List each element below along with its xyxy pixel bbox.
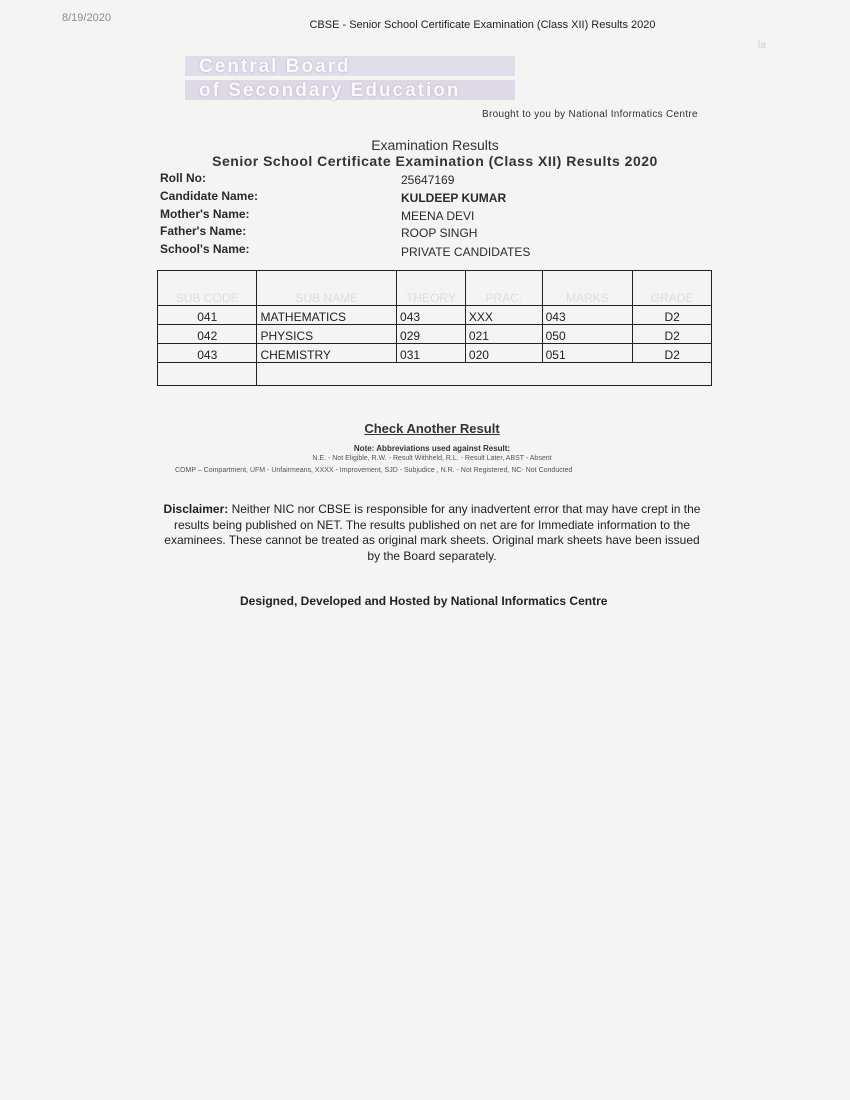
grade-cell: D2 — [633, 325, 712, 344]
father-name-label: Father's Name: — [160, 224, 247, 238]
cbse-banner-logo — [185, 56, 515, 102]
disclaimer-body: Neither NIC nor CBSE is responsible for any inadvertent error that may have crept in the results being published on NET. The results published on net are for Immediate information to the examinees. These cannot be treated as original mark sheets. Original mark sheets have been issued by the Board separately. — [164, 502, 701, 563]
sub-code-cell: 043 — [158, 344, 257, 363]
theory-cell: 029 — [397, 325, 466, 344]
banner-line-1: Central Board — [199, 56, 351, 77]
header-sub-name: SUB NAME — [257, 271, 397, 306]
total-cell: 051 — [542, 344, 633, 363]
sub-name-cell: MATHEMATICS — [257, 306, 397, 325]
exam-title: Senior School Certificate Examination (Class XII) Results 2020 — [212, 153, 658, 169]
roll-no-label: Roll No: — [160, 171, 206, 185]
header-practical: PRAC. — [465, 271, 542, 306]
sub-code-cell: 042 — [158, 325, 257, 344]
blank-cell — [158, 363, 257, 386]
table-row — [158, 306, 712, 325]
print-page-title: CBSE - Senior School Certificate Examination (Class XII) Results 2020 — [309, 19, 656, 31]
header-sub-code: SUB CODE — [158, 271, 257, 306]
results-heading: Examination Results — [371, 137, 499, 153]
abbreviations-note-title: Note: Abbreviations used against Result: — [353, 444, 511, 453]
total-cell: 050 — [542, 325, 633, 344]
marks-table — [157, 270, 712, 386]
header-theory: THEORY — [397, 271, 466, 306]
candidate-name-label: Candidate Name: — [160, 189, 259, 203]
theory-cell: 043 — [397, 306, 466, 325]
practical-cell: 020 — [465, 344, 542, 363]
sub-code-cell: 041 — [158, 306, 257, 325]
banner-line-2: of Secondary Education — [199, 80, 461, 101]
practical-cell: XXX — [465, 306, 542, 325]
abbreviations-line-2: COMP – Compartment, UFM - Unfairmeans, XXXX - Improvement, SJD - Subjudice , N.R. - Not Registered, NC- Not Conducted — [175, 467, 573, 474]
disclaimer-text — [157, 502, 707, 564]
brought-by-text: Brought to you by National Informatics Centre — [482, 109, 698, 120]
table-row — [158, 344, 712, 363]
grade-cell: D2 — [633, 344, 712, 363]
sub-name-cell: CHEMISTRY — [257, 344, 397, 363]
check-another-result-link[interactable]: Check Another Result — [364, 421, 500, 436]
candidate-name-value: KULDEEP KUMAR — [401, 191, 507, 205]
abbreviations-line-1: N.E. - Not Eligible, R.W. - Result Withheld, R.L. - Result Later, ABST - Absent — [312, 455, 552, 462]
print-date: 8/19/2020 — [62, 12, 111, 24]
father-name-value: ROOP SINGH — [401, 226, 478, 240]
total-cell: 043 — [542, 306, 633, 325]
table-header-row — [158, 271, 712, 306]
school-name-label: School's Name: — [160, 242, 250, 256]
print-page-marker: la — [758, 40, 766, 51]
sub-name-cell: PHYSICS — [257, 325, 397, 344]
mother-name-label: Mother's Name: — [160, 207, 250, 221]
table-blank-row — [158, 363, 712, 386]
school-name-value: PRIVATE CANDIDATES — [401, 245, 531, 259]
grade-cell: D2 — [633, 306, 712, 325]
disclaimer-label: Disclaimer: — [163, 502, 229, 516]
header-marks: MARKS — [542, 271, 633, 306]
table-row — [158, 325, 712, 344]
blank-cell-wide — [257, 363, 712, 386]
header-grade: GRADE — [633, 271, 712, 306]
footer-credit: Designed, Developed and Hosted by National Informatics Centre — [240, 594, 608, 608]
mother-name-value: MEENA DEVI — [401, 209, 475, 223]
theory-cell: 031 — [397, 344, 466, 363]
practical-cell: 021 — [465, 325, 542, 344]
roll-no-value: 25647169 — [401, 173, 455, 187]
